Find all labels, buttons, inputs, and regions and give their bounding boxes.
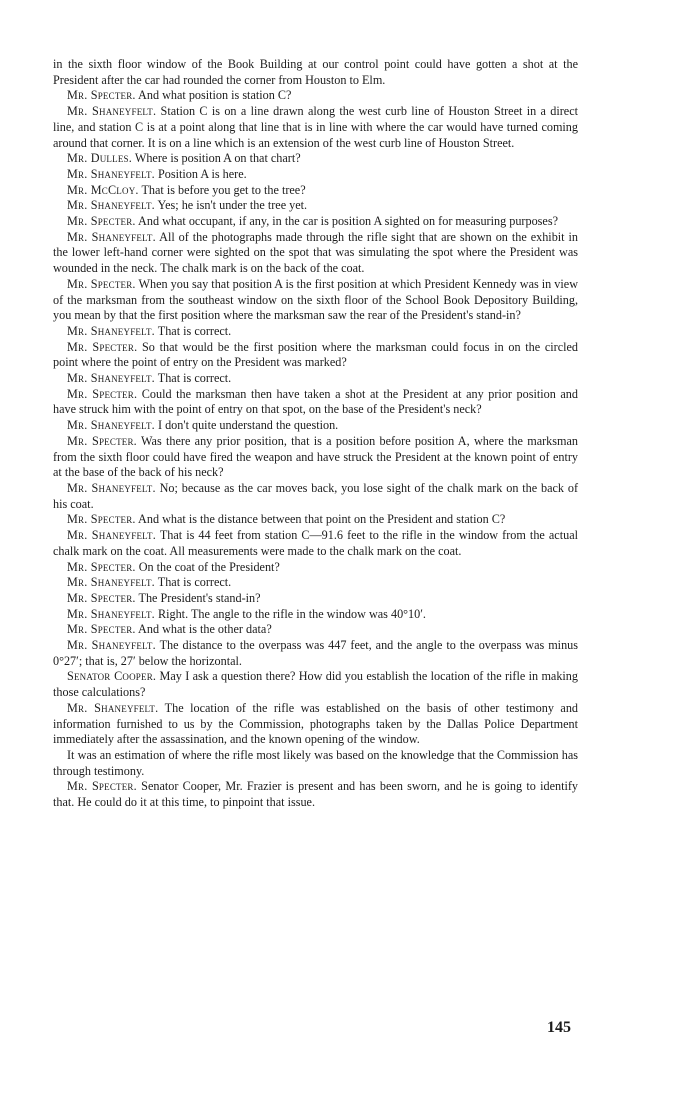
paragraph-text: When you say that position A is the first position at which President Kennedy was in view of the marksman from the southeast window on the sixth floor of the School Book Depository Building, you mean by that the first position where the marksman saw the rear of the President's stand-in? (53, 276, 578, 323)
paragraph (53, 575, 578, 591)
paragraph-text: And what is the distance between that point on the President and station C? (138, 512, 506, 527)
speaker-name: Mr. Specter. (67, 276, 136, 291)
speaker-name: Mr. Shaneyfelt. (67, 575, 155, 590)
paragraph (53, 371, 578, 387)
paragraph (53, 622, 578, 638)
speaker-name: Mr. McCloy. (67, 182, 139, 197)
paragraph-text: May I ask a question there? How did you establish the location of the rifle in making those calculations? (53, 669, 578, 700)
speaker-name: Mr. Shaneyfelt. (67, 323, 155, 338)
speaker-name: Mr. Specter. (67, 559, 136, 574)
paragraph-text: Station C is on a line drawn along the west curb line of Houston Street in a direct line, and station C is at a point along that line that is in line with where the car would have turned coming around that corner. It is on a line which is an extension of the west curb line of Houston Street. (53, 104, 578, 150)
paragraph-text: Was there any prior position, that is a position before position A, where the marksman from the sixth floor could have fired the weapon and have struck the President at the known point of entry at the base of the back of his neck? (53, 433, 578, 480)
speaker-name: Mr. Shaneyfelt. (67, 606, 155, 621)
paragraph-text: All of the photographs made through the rifle sight that are shown on the exhibit in the lower left-hand corner were sighted on the spot that was simulating the spot where the President was wounded in the neck. The chalk mark is on the back of the coat. (53, 229, 578, 276)
page-number: 145 (547, 1019, 571, 1036)
paragraph-text: Could the marksman then have taken a shot at the President at any prior position and have struck him with the point of entry on that spot, on the base of the President's neck? (53, 386, 578, 417)
paragraph-text: That is correct. (157, 323, 232, 338)
speaker-name: Mr. Shaneyfelt. (67, 198, 155, 213)
speaker-name: Mr. Specter. (67, 622, 136, 637)
paragraph (53, 277, 578, 324)
paragraph-text: The distance to the overpass was 447 feet, and the angle to the overpass was minus 0°27′; that is, 27′ below the horizontal. (53, 638, 578, 668)
speaker-name: Mr. Shaneyfelt. (67, 229, 156, 244)
paragraph (53, 748, 578, 779)
paragraph (53, 57, 578, 88)
paragraph (53, 340, 578, 371)
speaker-name: Mr. Shaneyfelt. (67, 700, 159, 715)
paragraph-text: And what is the other data? (138, 622, 272, 637)
paragraph-text: The location of the rifle was established on the basis of other testimony and information furnished to us by the Commission, photographs taken by the Dallas Police Department immediately after the assassination, and the known opening of the window. (53, 700, 579, 747)
paragraph-text: No; because as the car moves back, you lose sight of the chalk mark on the back of his coat. (53, 480, 579, 511)
paragraph (53, 387, 578, 418)
speaker-name: Mr. Specter. (67, 214, 136, 229)
paragraph-text: Where is position A on that chart? (134, 151, 301, 166)
speaker-name: Mr. Specter. (67, 386, 138, 401)
paragraph (53, 669, 578, 700)
speaker-name: Mr. Specter. (67, 512, 136, 527)
paragraph-text: It was an estimation of where the rifle most likely was based on the knowledge that the Commission has through testimony. (53, 747, 578, 778)
speaker-name: Mr. Shaneyfelt. (67, 371, 155, 386)
speaker-name: Senator Cooper. (67, 669, 157, 684)
paragraph-text: I don't quite understand the question. (157, 418, 339, 433)
paragraph-text: And what occupant, if any, in the car is position A sighted on for measuring purposes? (138, 214, 558, 229)
paragraph (53, 701, 578, 748)
paragraph (53, 183, 578, 199)
paragraph-text: Position A is here. (157, 166, 247, 181)
paragraph-text: And what position is station C? (138, 88, 292, 103)
paragraph (53, 88, 578, 104)
paragraph-text: The President's stand-in? (138, 590, 261, 605)
paragraph (53, 198, 578, 214)
paragraph (53, 638, 578, 669)
paragraph (53, 167, 578, 183)
paragraph-text: On the coat of the President? (138, 559, 280, 574)
speaker-name: Mr. Shaneyfelt. (67, 418, 155, 433)
speaker-name: Mr. Specter. (67, 590, 136, 605)
paragraph-text: Right. The angle to the rifle in the window was 40°10′. (157, 606, 426, 621)
speaker-name: Mr. Dulles. (67, 151, 132, 166)
speaker-name: Mr. Shaneyfelt. (67, 480, 156, 495)
paragraph (53, 230, 578, 277)
paragraph-text: Yes; he isn't under the tree yet. (157, 198, 308, 213)
paragraph (53, 560, 578, 576)
paragraph (53, 481, 578, 512)
testimony-page (53, 57, 578, 811)
paragraph-text: So that would be the first position where the marksman could focus in on the circled point where the point of entry on the President was marked? (53, 339, 578, 370)
paragraph (53, 528, 578, 559)
speaker-name: Mr. Shaneyfelt. (67, 104, 157, 119)
speaker-name: Mr. Specter. (67, 779, 137, 794)
paragraph (53, 779, 578, 810)
speaker-name: Mr. Shaneyfelt. (67, 528, 156, 543)
paragraph (53, 324, 578, 340)
paragraph-text: That is 44 feet from station C—91.6 feet to the rifle in the window from the actual chalk mark on the coat. All measurements were made to the chalk mark on the coat. (53, 528, 578, 558)
paragraph (53, 214, 578, 230)
speaker-name: Mr. Specter. (67, 339, 138, 354)
paragraph (53, 591, 578, 607)
speaker-name: Mr. Specter. (67, 88, 136, 103)
speaker-name: Mr. Shaneyfelt. (67, 638, 156, 653)
speaker-name: Mr. Shaneyfelt. (67, 166, 155, 181)
paragraph (53, 104, 578, 151)
speaker-name: Mr. Specter. (67, 433, 137, 448)
paragraph-text: in the sixth floor window of the Book Building at our control point could have gotten a shot at the President after the car had rounded the corner from Houston to Elm. (53, 57, 578, 87)
paragraph-text: That is correct. (157, 575, 232, 590)
paragraph (53, 607, 578, 623)
paragraph (53, 151, 578, 167)
paragraph (53, 512, 578, 528)
paragraph-text: That is before you get to the tree? (141, 182, 306, 197)
paragraph-text: That is correct. (157, 371, 232, 386)
paragraph (53, 418, 578, 434)
paragraph-text: Senator Cooper, Mr. Frazier is present and has been sworn, and he is going to identify that. He could do it at this time, to pinpoint that issue. (53, 779, 579, 810)
paragraph (53, 434, 578, 481)
